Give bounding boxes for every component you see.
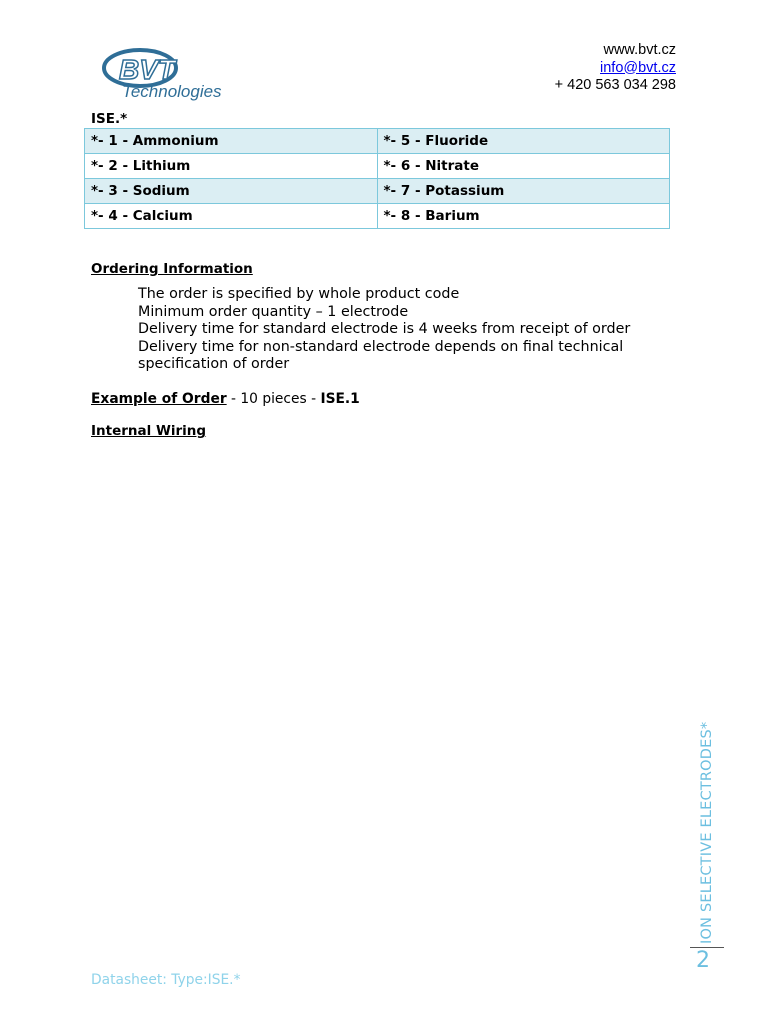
table-row <box>85 129 670 154</box>
example-heading: Example of Order <box>91 391 227 407</box>
datasheet-footer: Datasheet: Type:ISE.* <box>91 972 241 988</box>
email-link[interactable]: info@bvt.cz <box>600 59 676 76</box>
bvt-logo <box>102 46 237 104</box>
table-row <box>85 154 670 179</box>
electrode-types-table <box>84 128 670 229</box>
table-cell: *- 3 - Sodium <box>85 179 378 204</box>
table-cell: *- 4 - Calcium <box>85 204 378 229</box>
table-row <box>85 204 670 229</box>
list-item: The order is specified by whole product code <box>138 286 460 302</box>
svg-text:BVT: BVT <box>119 54 175 85</box>
website-text: www.bvt.cz <box>603 42 676 58</box>
list-item: Delivery time for standard electrode is 4 weeks from receipt of order <box>138 321 631 338</box>
table-cell: *- 2 - Lithium <box>85 154 378 179</box>
ordering-list <box>138 286 658 374</box>
list-item: Delivery time for non-standard electrode depends on final technical specification of order <box>138 338 624 373</box>
table-cell: *- 5 - Fluoride <box>377 129 670 154</box>
phone-text: + 420 563 034 298 <box>554 77 676 93</box>
list-item: Minimum order quantity – 1 electrode <box>138 303 409 320</box>
example-code: ISE.1 <box>320 391 360 407</box>
example-sep: - <box>306 391 321 407</box>
table-cell: *- 6 - Nitrate <box>377 154 670 179</box>
example-quantity: 10 pieces <box>240 391 307 407</box>
page-number: 2 <box>696 948 710 973</box>
table-cell: *- 8 - Barium <box>377 204 670 229</box>
ordering-heading: Ordering Information <box>91 261 253 277</box>
table-cell: *- 7 - Potassium <box>377 179 670 204</box>
table-row <box>85 179 670 204</box>
example-sep: - <box>226 391 241 407</box>
side-title: ION SELECTIVE ELECTRODES* <box>699 721 715 944</box>
internal-wiring-heading: Internal Wiring <box>91 423 207 439</box>
product-code: ISE.* <box>91 111 128 127</box>
svg-text:Technologies: Technologies <box>122 82 222 101</box>
table-cell: *- 1 - Ammonium <box>85 129 378 154</box>
example-of-order <box>91 391 360 407</box>
contact-block <box>555 42 676 95</box>
